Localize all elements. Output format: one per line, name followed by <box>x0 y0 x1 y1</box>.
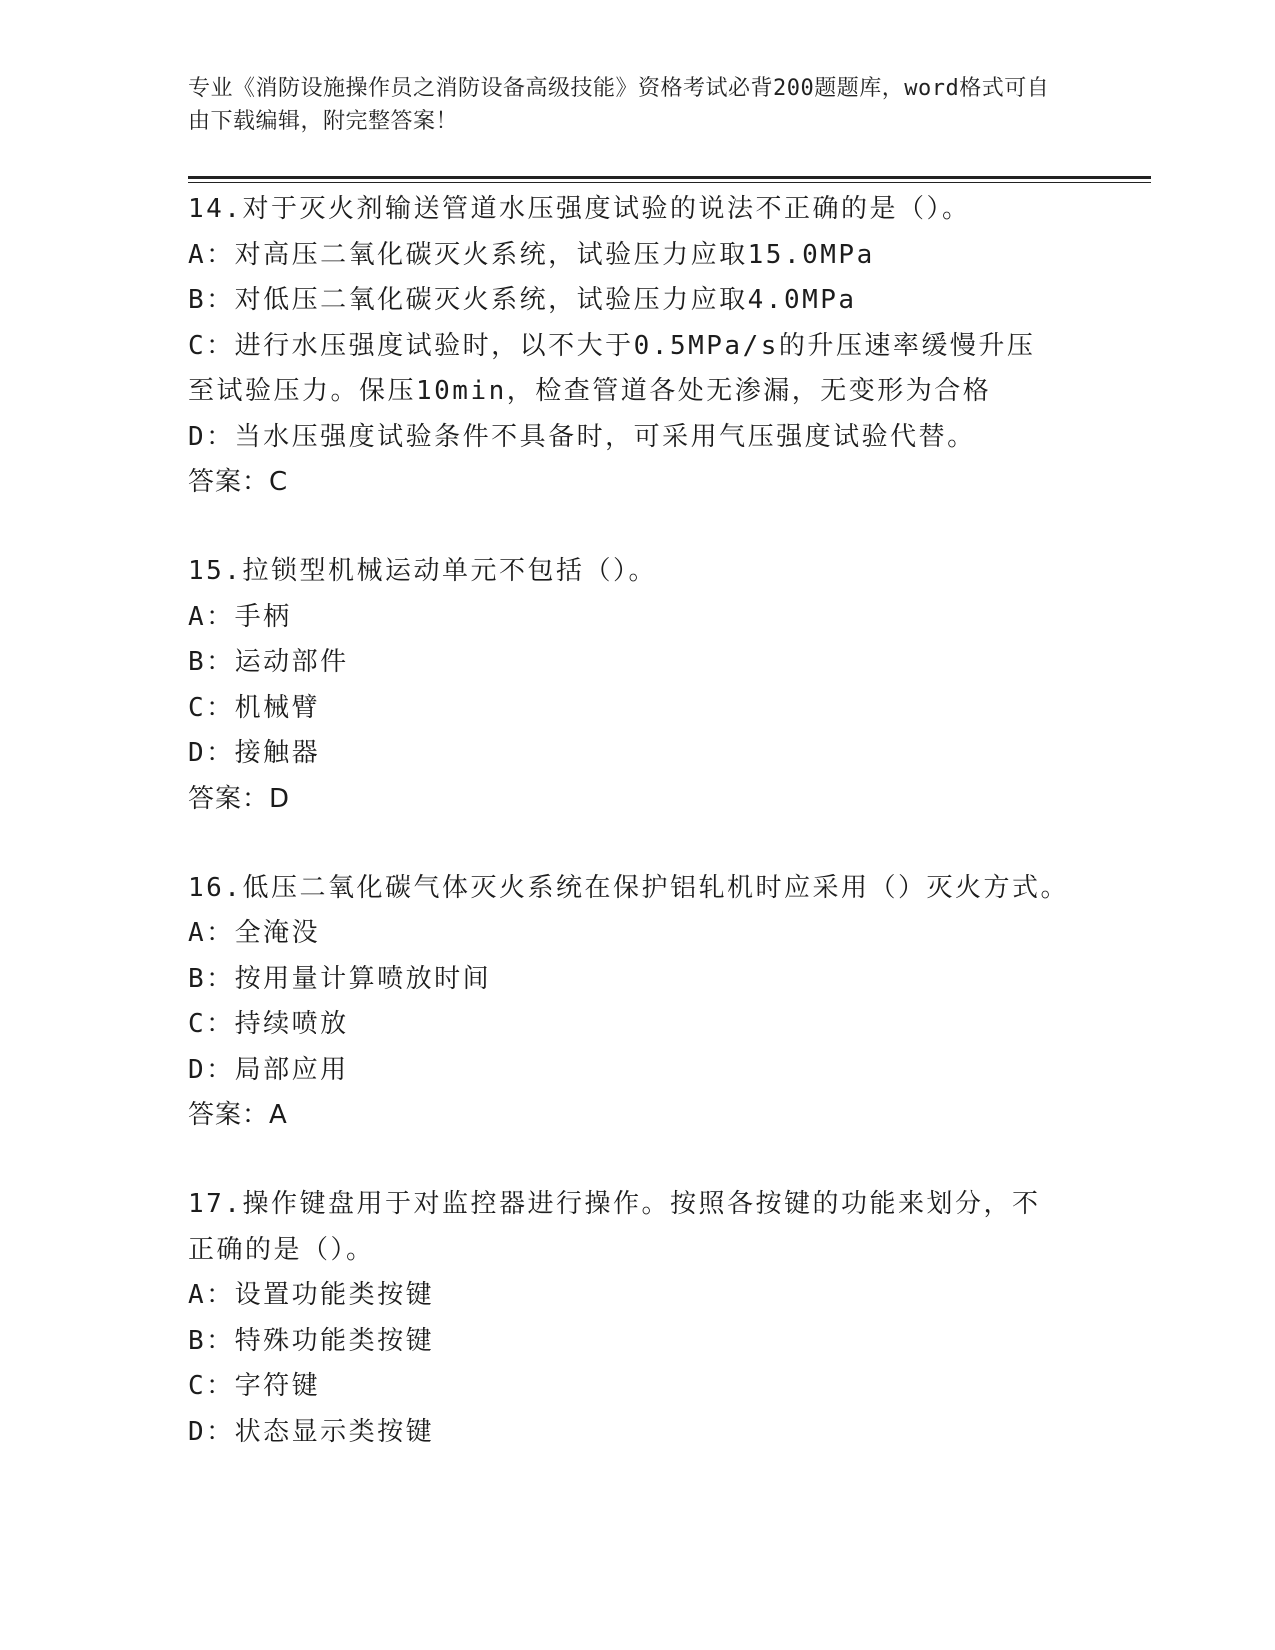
option-b: B：按用量计算喷放时间 <box>188 963 492 994</box>
option-c: C：持续喷放 <box>188 1009 349 1039</box>
question-15 <box>188 549 1088 822</box>
option-a: A：设置功能类按键 <box>188 1280 435 1310</box>
question-14 <box>188 187 1088 505</box>
question-stem: 15.拉锁型机械运动单元不包括（）。 <box>188 556 657 586</box>
question-stem: 17.操作键盘用于对监控器进行操作。按照各按键的功能来划分，不正确的是（）。 <box>188 1189 1041 1265</box>
option-c: C：进行水压强度试验时，以不大于0.5MPa/s的升压速率缓慢升压至试验压力。保压10min，检查管道各处无渗漏，无变形为合格 <box>188 330 1036 406</box>
question-17 <box>188 1182 1088 1455</box>
option-c: C：机械臂 <box>188 692 321 723</box>
answer-label: 答案：D <box>188 783 291 814</box>
option-b: B：运动部件 <box>188 647 349 677</box>
answer-label: 答案：A <box>188 1100 288 1130</box>
question-stem: 16.低压二氧化碳气体灭火系统在保护铝轧机时应采用（）灭火方式。 <box>188 872 1069 903</box>
option-c: C：字符键 <box>188 1371 321 1401</box>
option-a: A：对高压二氧化碳灭火系统，试验压力应取15.0MPa <box>188 239 875 270</box>
option-a: A：手柄 <box>188 601 292 632</box>
option-b: B：对低压二氧化碳灭火系统，试验压力应取4.0MPa <box>188 285 857 315</box>
header-divider-thick <box>188 176 1151 179</box>
option-d: D：局部应用 <box>188 1054 349 1085</box>
option-b: B：特殊功能类按键 <box>188 1325 435 1356</box>
option-a: A：全淹没 <box>188 918 321 948</box>
answer-label: 答案：C <box>188 467 289 497</box>
question-stem: 14.对于灭火剂输送管道水压强度试验的说法不正确的是（）。 <box>188 194 971 224</box>
document-header: 专业《消防设施操作员之消防设备高级技能》资格考试必背200题题库，word格式可自由下载编辑，附完整答案！ <box>188 76 1050 134</box>
option-d: D：当水压强度试验条件不具备时，可采用气压强度试验代替。 <box>188 421 976 452</box>
question-16 <box>188 866 1088 1139</box>
option-d: D：接触器 <box>188 738 321 768</box>
question-list <box>188 187 1088 1499</box>
option-d: D：状态显示类按键 <box>188 1416 435 1447</box>
header-divider-thin <box>188 182 1151 183</box>
